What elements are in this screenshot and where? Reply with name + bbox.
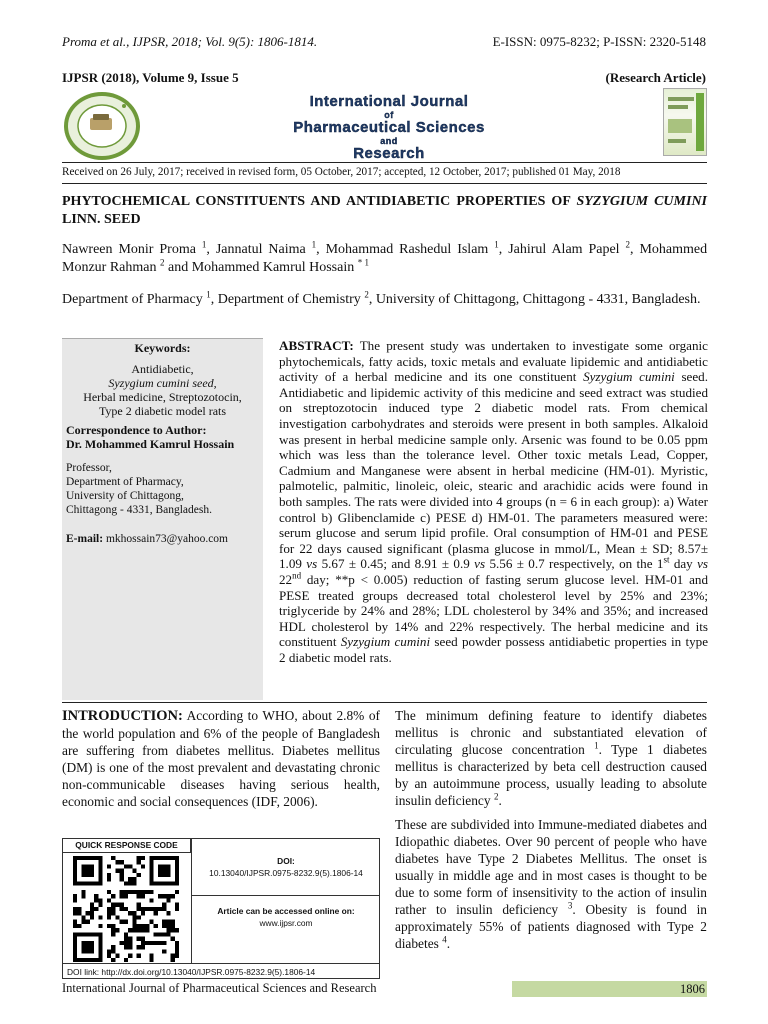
author-affiliation-mark: 2: [625, 239, 631, 250]
abstract-sup: st: [663, 554, 670, 565]
citation-mark: 1: [594, 740, 599, 751]
received-dates: Received on 26 July, 2017; received in revised form, 05 October, 2017; accepted, 12 October, 2017; published 01 May, 2018: [62, 166, 621, 178]
author-name: Mohammed Monzur Rahman: [62, 242, 708, 275]
journal-banner-line: of: [384, 110, 394, 120]
correspondence-email: [66, 533, 259, 545]
abstract-sup: nd: [292, 570, 302, 581]
article-title: [62, 193, 707, 229]
footer-journal: International Journal of Pharmaceutical Sciences and Research: [62, 981, 377, 995]
abstract-vs: vs: [474, 556, 486, 572]
abstract-text: day; **p < 0.005) reduction of fasting serum glucose level. HM-01 and PESE treated groups decreased total cholesterol level by 25% and 23%; triglyceride by 24% and 28%; LDL cholesterol by 34% and 35%; and increased HDL cholesterol by 14% and 22% respectively. The herbal medicine and its constituent: [279, 571, 708, 650]
email-address[interactable]: mkhossain73@yahoo.com: [105, 533, 229, 545]
keywords-heading: Keywords:: [134, 341, 191, 355]
paragraph: [395, 816, 707, 952]
address-line: Department of Pharmacy,: [66, 476, 184, 488]
address-line: Professor,: [66, 462, 112, 474]
author-name: Mohammed Kamrul Hossain: [191, 260, 355, 275]
author-affiliation-mark: 1: [494, 239, 499, 250]
doi-value: 10.13040/IJPSR.0975-8232.9(5).1806-14: [209, 868, 363, 878]
author-name: Mohammad Rashedul Islam: [325, 242, 489, 257]
abstract-rule: [62, 702, 707, 703]
paragraph-text: .: [498, 793, 502, 808]
author-affiliation-mark: 1: [201, 239, 207, 250]
affiliation-mark: 2: [364, 289, 369, 300]
article-type: (Research Article): [605, 70, 706, 85]
citation-mark: 3: [567, 900, 573, 911]
page-number: 1806: [512, 981, 707, 997]
affiliation-dept: Department of Pharmacy: [62, 292, 203, 307]
abstract-species: Syzygium cumini: [340, 634, 431, 650]
introduction-text: According to WHO, about 2.8% of the world population and 6% of the people of Bangladesh are suffering from diabetes mellitus. Diabetes mellitus (DM) is one of the most prevalent and devastating chronic non-communicable diseases having serious health, economic and social consequences (IDF, 2006).: [62, 708, 380, 809]
abstract-text: day: [673, 556, 693, 572]
affiliation: Department of Pharmacy $^1$, Department of Chemistry $^2$, University of Chittagong, Chittagong - 4331, Bangladesh.: [62, 289, 701, 307]
qr-label: QUICK RESPONSE CODE: [63, 839, 191, 853]
journal-cover-thumbnail: [663, 88, 707, 156]
access-label: Article can be accessed online on:: [217, 906, 355, 916]
doi-cell: [192, 855, 380, 879]
quick-response-box: [62, 838, 380, 979]
correspondence-address: [66, 461, 259, 517]
abstract-label: ABSTRACT:: [279, 338, 354, 353]
access-url[interactable]: www.ijpsr.com: [259, 918, 313, 928]
journal-banner-line: International Journal: [309, 93, 469, 110]
author-affiliation-mark: * 1: [357, 257, 369, 268]
qr-divider: [191, 895, 380, 896]
author-name: Jahirul Alam Papel: [508, 242, 620, 257]
abstract-text: 5.56 ± 0.7 respectively, on the 1: [489, 556, 664, 572]
paragraph-text: .: [446, 936, 451, 951]
journal-seal-logo: [62, 90, 142, 162]
abstract-text: 5.67 ± 0.45; and 8.91 ± 0.9: [321, 556, 470, 572]
keyword: Antidiabetic,: [131, 362, 194, 376]
correspondence-name: Dr. Mohammed Kamrul Hossain: [66, 437, 235, 451]
author-name: Jannatul Naima: [215, 242, 306, 257]
issue-line: IJPSR (2018), Volume 9, Issue 5: [62, 70, 239, 85]
header-rule: [62, 183, 707, 184]
paragraph: [395, 707, 707, 809]
keywords-list: [66, 362, 259, 418]
address-line: University of Chittagong,: [66, 490, 184, 502]
running-header-issn: E-ISSN: 0975-8232; P-ISSN: 2320-5148: [492, 34, 706, 49]
doi-label: DOI:: [277, 856, 295, 866]
right-column: [395, 707, 707, 952]
abstract-text: seed powder possess antidiabetic properties in type 2 diabetic model rats.: [279, 634, 709, 665]
citation-mark: 2: [493, 791, 499, 802]
author-name: Nawreen Monir Proma: [62, 242, 196, 257]
author-list: Nawreen Monir Proma $^1$, Jannatul Naima $^1$, Mohammad Rashedul Islam $^1$, Jahirul Alam Papel $^2$, Mohammed Monzur Rahman $^2$ and Mohammed Kamrul Hossain $^{* 1}$: [62, 239, 708, 275]
title-species: SYZYGIUM CUMINI: [576, 194, 707, 209]
journal-banner-line: and: [380, 136, 398, 146]
journal-banner-line: Research: [353, 145, 425, 162]
introduction: [62, 707, 380, 810]
running-header-citation: Proma et al., IJPSR, 2018; Vol. 9(5): 1806-1814.: [62, 34, 318, 49]
paragraph-text: The minimum defining feature to identify diabetes mellitus is chronic and substantiated elevation of circulating glucose concentration: [395, 708, 707, 757]
abstract-species: Syzygium cumini: [583, 369, 675, 385]
abstract-text: The present study was undertaken to investigate some organic phytochemicals, fatty acids, toxic metals and evaluate lipidemic and antidiabetic activity of a herbal medicine and its one constituent: [279, 338, 708, 385]
journal-banner: [263, 94, 515, 162]
qr-divider: [63, 963, 379, 964]
keyword: Type 2 diabetic model rats: [98, 404, 227, 418]
affiliation-university: University of Chittagong, Chittagong - 4331, Bangladesh.: [375, 292, 701, 307]
paragraph-text: . Obesity is found in approximately 55% of patients diagnosed with Type 2 diabetes: [395, 902, 707, 951]
email-label: E-mail:: [66, 533, 104, 545]
citation-mark: 4: [442, 934, 447, 945]
title-tail: LINN. SEED: [62, 212, 141, 227]
author-affiliation-mark: 1: [311, 239, 317, 250]
keywords-box: [62, 338, 263, 700]
address-line: Chittagong - 4331, Bangladesh.: [66, 504, 212, 516]
affiliation-dept: Department of Chemistry: [217, 292, 361, 307]
title-main: PHYTOCHEMICAL CONSTITUENTS AND ANTIDIABETIC PROPERTIES OF: [62, 194, 571, 209]
doi-link[interactable]: DOI link: http://dx.doi.org/10.13040/IJPSR.0975-8232.9(5).1806-14: [67, 967, 316, 977]
paragraph-text: . Type 1 diabetes mellitus is characterized by beta cell destruction caused by an autoimmune process, usually leading to absolute insulin deficiency: [395, 742, 707, 808]
abstract-vs: vs: [697, 556, 709, 572]
qr-code-icon[interactable]: [73, 856, 179, 962]
keyword: Syzygium cumini seed,: [108, 376, 217, 390]
introduction-heading: INTRODUCTION:: [62, 708, 183, 724]
affiliation-mark: 1: [206, 289, 211, 300]
correspondence-block: [66, 423, 259, 451]
header-rule: [62, 162, 707, 163]
author-affiliation-mark: 2: [159, 257, 165, 268]
access-cell: [192, 905, 380, 929]
paragraph-text: These are subdivided into Immune-mediated diabetes and Idiopathic diabetes. Over 90 percent of people who have diabetes have Type 2 Diabetes Mellitus. The onset is usually in middle age and in most cases is thought to be due to some form of insensitivity to the action of insulin rather to insulin deficiency: [395, 817, 707, 917]
abstract-vs: vs: [306, 556, 318, 572]
journal-banner-line: Pharmaceutical Sciences: [293, 119, 485, 136]
abstract: [279, 338, 708, 665]
correspondence-heading: Correspondence to Author:: [66, 423, 207, 437]
abstract-text: 22: [279, 571, 293, 587]
abstract-text: seed. Antidiabetic and lipidemic activity of this medicine and seed extract was studied on streptozotocin induced type 2 diabetic model rats. From chemical investigation carbohydrates and steroids were present in both samples. Alkaloid was present in herbal medicine sample only. Arsenic was found to be 0.05 ppm which was less than the tolerance level. Other toxic metals Lead, Copper, Cadmium and Manganese were absent in herbal medicine (HM-01). Myristic, palmotelic, palmitic, linoleic, oleic, stearic and arachidic acids were found in both samples. The rats were divided into 4 groups (n = 6 in each group): a) Water control b) Glibenclamide c) PESE d) HM-01. The parameters measured were: serum glucose and serum lipid profile. Oral consumption of HM-01 and PESE for 22 days caused significant (plasma glucose in mmol/L, Mean ± SD; 8.57± 1.09: [279, 369, 708, 572]
keyword: Herbal medicine, Streptozotocin,: [83, 390, 242, 404]
